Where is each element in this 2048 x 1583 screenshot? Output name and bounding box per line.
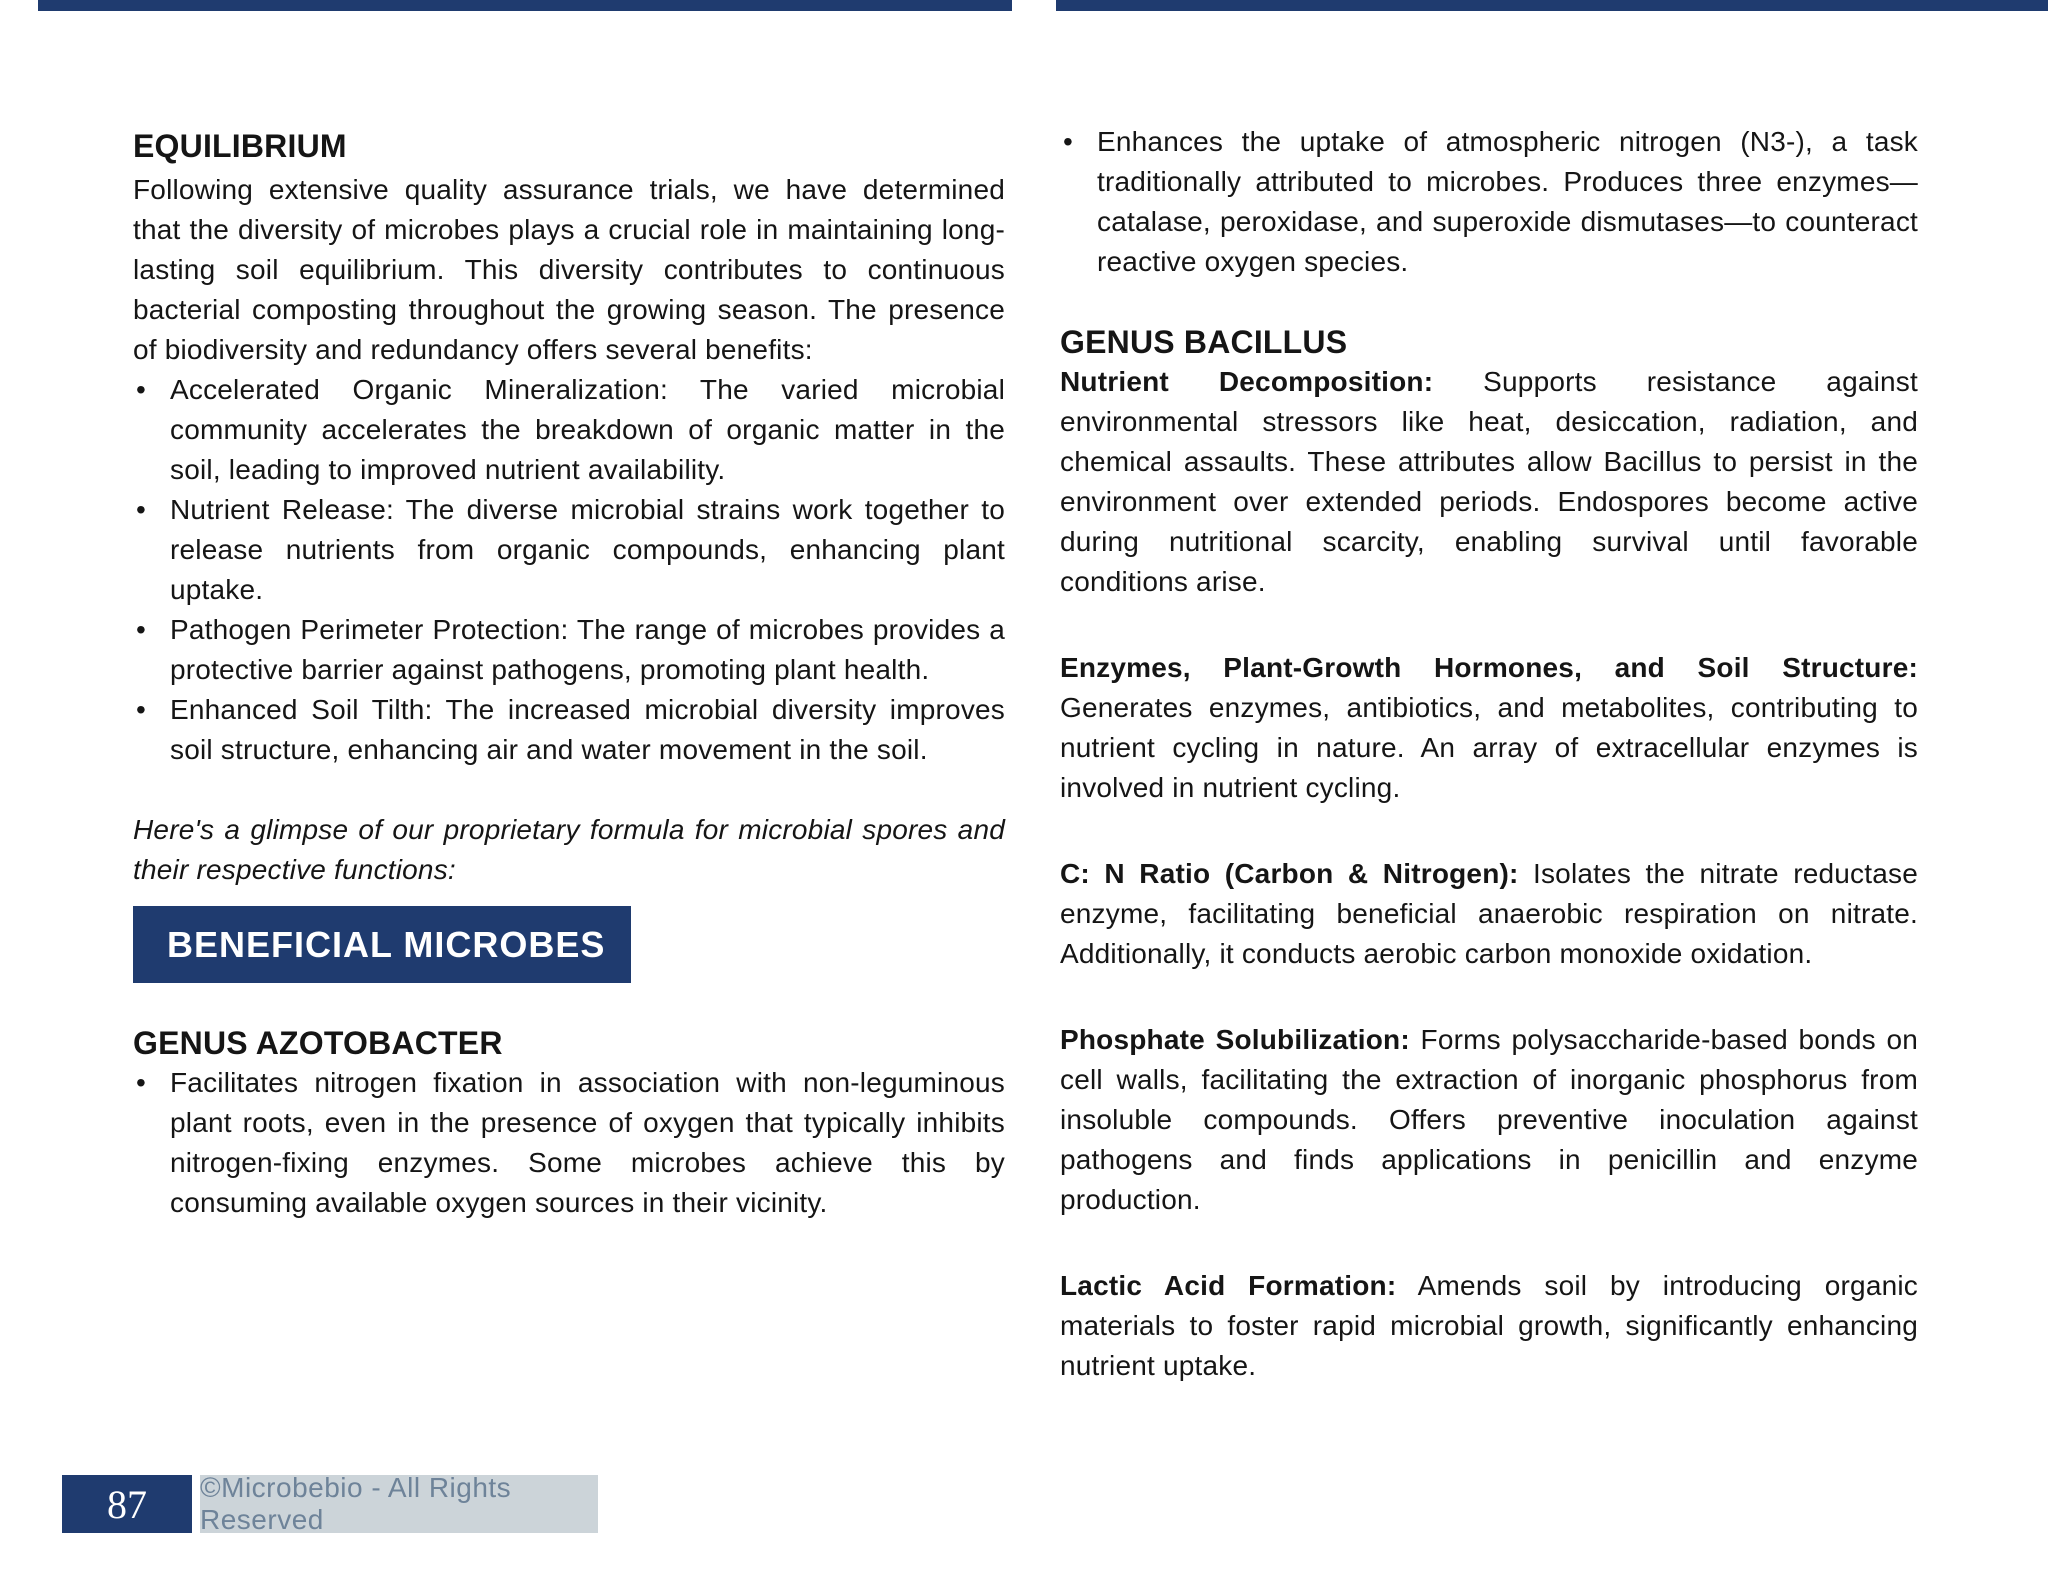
left-column: [133, 122, 1005, 1223]
bacillus-paragraph: Enzymes, Plant-Growth Hormones, and Soil Structure: Generates enzymes, antibiotics, and metabolites, contributing to nutrient cycling in nature. An array of extracellular enzymes is involved in nutrient cycling.: [1060, 652, 1918, 803]
paragraph-lead: Phosphate Solubilization:: [1060, 1024, 1410, 1055]
bacillus-paragraph: Lactic Acid Formation: Amends soil by introducing organic materials to foster rapid microbial growth, significantly enhancing nutrient uptake.: [1060, 1270, 1918, 1381]
page-number-box: [62, 1475, 192, 1533]
top-accent-bar-right: [1056, 0, 2048, 11]
azotobacter-list: [133, 1063, 1005, 1223]
equilibrium-heading: EQUILIBRIUM: [133, 128, 347, 164]
paragraph-lead: Enzymes, Plant-Growth Hormones, and Soil Structure:: [1060, 652, 1918, 683]
bacillus-paragraph: Nutrient Decomposition: Supports resistance against environmental stressors like heat, desiccation, radiation, and chemical assaults. These attributes allow Bacillus to persist in the environment over extended periods. Endospores become active during nutritional scarcity, enabling survival until favorable conditions arise.: [1060, 366, 1918, 597]
paragraph-lead: Lactic Acid Formation:: [1060, 1270, 1397, 1301]
copyright-text: ©Microbebio - All Rights Reserved: [200, 1472, 512, 1535]
paragraph-lead: C: N Ratio (Carbon & Nitrogen):: [1060, 858, 1519, 889]
copyright-box: [200, 1472, 598, 1535]
benefit-item: • Nutrient Release: The diverse microbial strains work together to release nutrients from organic compounds, enhancing plant uptake.: [133, 490, 1005, 610]
proprietary-formula-note: Here's a glimpse of our proprietary formula for microbial spores and their respective functions:: [133, 814, 1005, 885]
benefits-list: [133, 370, 1005, 770]
azotobacter-continued-item: • Enhances the uptake of atmospheric nitrogen (N3-), a task traditionally attributed to microbes. Produces three enzymes—catalase, peroxidase, and superoxide dismutases—to counteract reactive oxygen species.: [1060, 122, 1918, 282]
azotobacter-continued-list: [1060, 122, 1918, 282]
benefit-item: • Enhanced Soil Tilth: The increased microbial diversity improves soil structure, enhancing air and water movement in the soil.: [133, 690, 1005, 770]
equilibrium-intro-paragraph: Following extensive quality assurance trials, we have determined that the diversity of microbes plays a crucial role in maintaining long-lasting soil equilibrium. This diversity contributes to continuous bacterial composting throughout the growing season. The presence of biodiversity and redundancy offers several benefits:: [133, 174, 1005, 365]
bacillus-paragraph: Phosphate Solubilization: Forms polysaccharide-based bonds on cell walls, facilitating the extraction of inorganic phosphorus from insoluble compounds. Offers preventive inoculation against pathogens and finds applications in penicillin and enzyme production.: [1060, 1024, 1918, 1215]
azotobacter-heading: GENUS AZOTOBACTER: [133, 1025, 503, 1061]
right-column: [1060, 122, 1918, 1386]
page-number: 87: [107, 1481, 147, 1527]
benefit-item: • Accelerated Organic Mineralization: The varied microbial community accelerates the breakdown of organic matter in the soil, leading to improved nutrient availability.: [133, 370, 1005, 490]
bacillus-paragraphs: [1060, 362, 1918, 1386]
beneficial-microbes-banner: [133, 906, 631, 983]
azotobacter-item: • Facilitates nitrogen fixation in association with non-leguminous plant roots, even in the presence of oxygen that typically inhibits nitrogen-fixing enzymes. Some microbes achieve this by consuming available oxygen sources in their vicinity.: [133, 1063, 1005, 1223]
beneficial-microbes-banner-label: BENEFICIAL MICROBES: [167, 923, 606, 965]
paragraph-lead: Nutrient Decomposition:: [1060, 366, 1434, 397]
bacillus-paragraph: C: N Ratio (Carbon & Nitrogen): Isolates the nitrate reductase enzyme, facilitating beneficial anaerobic respiration on nitrate. Additionally, it conducts aerobic carbon monoxide oxidation.: [1060, 858, 1918, 969]
top-accent-bar-left: [38, 0, 1012, 11]
benefit-item: • Pathogen Perimeter Protection: The range of microbes provides a protective barrier against pathogens, promoting plant health.: [133, 610, 1005, 690]
bacillus-heading: GENUS BACILLUS: [1060, 324, 1348, 360]
